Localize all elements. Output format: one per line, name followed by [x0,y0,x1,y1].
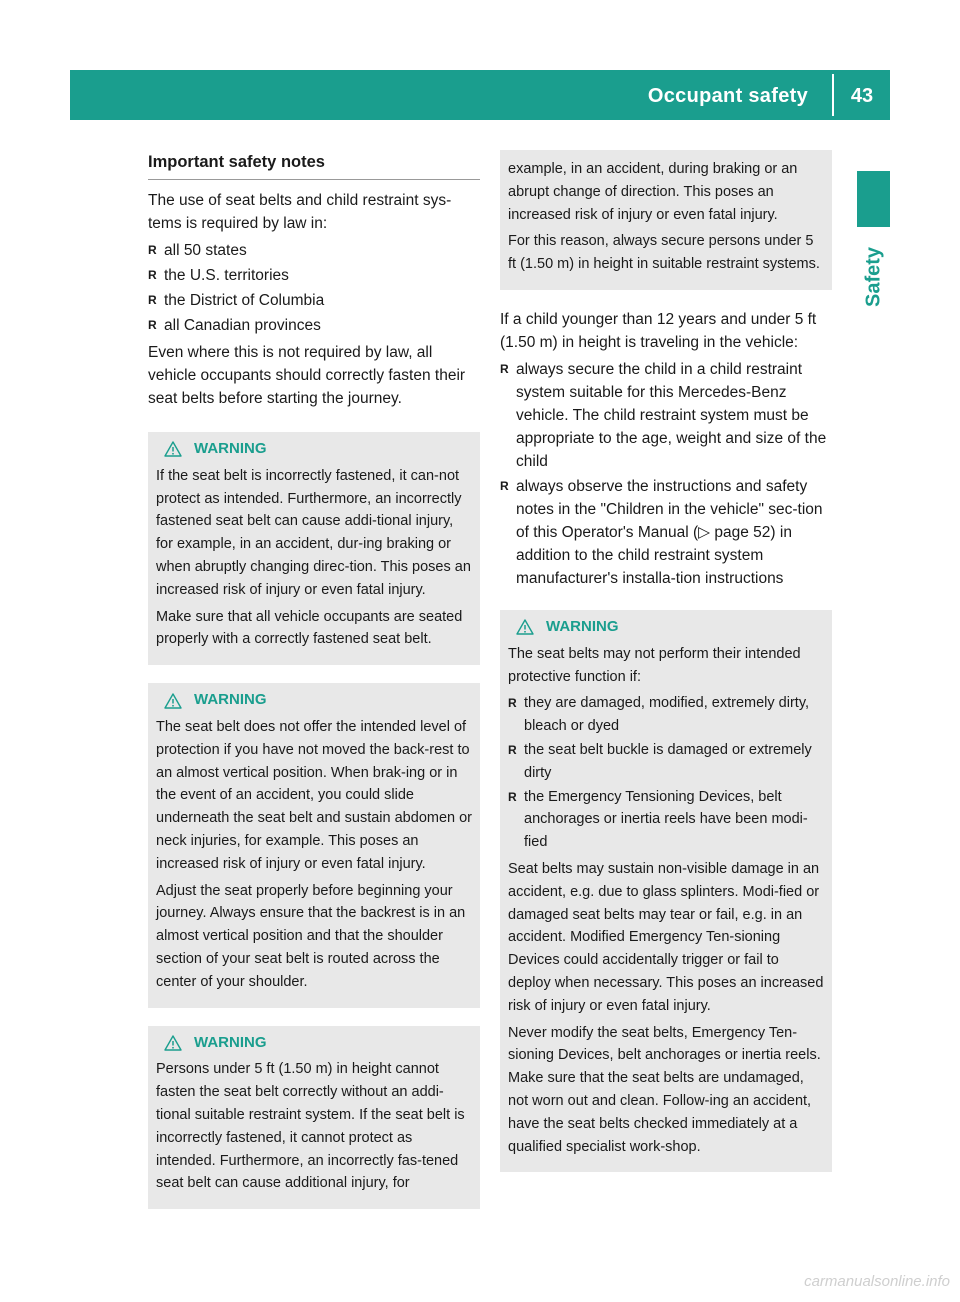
warning-text: The seat belts may not perform their intended protective function if: [508,645,801,685]
chapter-tab-marker [857,171,890,227]
child-list [500,358,832,590]
warning-title: WARNING [546,617,619,635]
list-item-text: ) in addition to the child restraint system manufacturer's installa-tion instructions [516,523,792,587]
section-title: Occupant safety [647,85,808,107]
warning-list [508,692,824,854]
warning-header [156,438,472,461]
warning-triangle-icon [164,441,182,457]
warning-text: Make sure that all vehicle occupants are seated properly with a correctly fastened seat belt. [156,608,463,648]
header-bar [70,70,890,120]
warning-text: example, in an accident, during braking or an abrupt change of direction. This poses an increased risk of injury or even fatal injury. [508,161,798,223]
warning-header [156,1032,472,1055]
warning-text: For this reason, always secure persons under 5 ft (1.50 m) in height in suitable restraint systems. [508,233,820,273]
warning-title: WARNING [194,440,267,457]
warning-box [148,432,480,665]
page-ref-arrow-icon: ▷ [698,523,711,541]
body-text: If a child younger than 12 years and under 5 ft (1.50 m) in height is traveling in the vehicle: [500,310,817,351]
warning-header [156,689,472,712]
intro-text: The use of seat belts and child restraint sys-tems is required by law in: [148,192,452,232]
list-item: R all 50 states [148,239,480,262]
list-item: R always secure the child in a child restraint system suitable for this Mercedes-Benz vehicle. The child restraint system must be appropriate to the age, weight and size of the child [500,358,832,473]
warning-triangle-icon [164,1035,182,1051]
warning-header [508,616,824,639]
watermark: carmanualsonline.info [804,1273,950,1290]
list-item: R the Emergency Tensioning Devices, belt anchorages or inertia reels have been modi-fied [508,786,824,854]
warning-text: If the seat belt is incorrectly fastened, it can-not protect as intended. Furthermore, an incorrectly fastened seat belt can cause addi-tional injury, for example, in an accident, dur-ing braking or when abruptly changing direc-tion. This poses an increased risk of injury or even fatal injury. [156,467,471,598]
law-list [148,239,480,337]
list-item: R the District of Columbia [148,289,480,312]
warning-text: Seat belts may sustain non-visible damage in an accident, e.g. due to glass splinters. Modi-fied or damaged seat belts may tear or fail, e.g. in an accident. Modified Emergency Ten-sioning Devices could accidentally trigger or fail to deploy when necessary. This poses an increased risk of injury or even fatal injury. [508,860,824,1014]
left-column [148,150,480,1227]
warning-triangle-icon [164,693,182,709]
warning-box [148,683,480,1007]
warning-text: Never modify the seat belts, Emergency Ten-sioning Devices, belt anchorages or inertia reels. Make sure that the seat belts are undamaged, not worn out and clean. Follow-ing an accident, have the seat belts checked immediately at a qualified specialist work-shop. [508,1024,821,1155]
warning-box [500,610,832,1172]
body-text: Even where this is not required by law, all vehicle occupants should correctly fasten their seat belts before starting the journey. [148,344,466,407]
page-number: 43 [850,85,874,107]
section-heading: Important safety notes [148,150,480,180]
list-item: R the seat belt buckle is damaged or extremely dirty [508,739,824,785]
list-item [500,475,832,590]
warning-text: The seat belt does not offer the intended level of protection if you have not moved the back-rest to an almost vertical position. When brak-ing or in the event of an accident, you could slide underneath the seat belt and sustain abdomen or neck injuries, for example. This poses an increased risk of injury or even fatal injury. [156,718,473,872]
warning-triangle-icon [516,619,534,635]
list-item-text: always observe the instructions and safety notes in the "Children in the vehicle" sec-tion of this Operator's Manual ( [516,477,823,541]
right-column [500,150,832,1190]
chapter-tab-label: Safety [862,246,884,308]
page-reference-link[interactable]: page 52 [714,523,771,541]
warning-title: WARNING [194,691,267,709]
warning-text: Persons under 5 ft (1.50 m) in height cannot fasten the seat belt correctly without an addi-tional suitable restraint system. If the seat belt is incorrectly fastened, it cannot protect as intended. Furthermore, an incorrectly fas-tened seat belt can cause additional injury, for [156,1061,465,1192]
list-item: R the U.S. territories [148,264,480,287]
warning-box-continued [500,150,832,290]
list-item: R they are damaged, modified, extremely dirty, bleach or dyed [508,692,824,738]
list-item: R all Canadian provinces [148,314,480,337]
warning-box [148,1026,480,1210]
warning-text: Adjust the seat properly before beginning your journey. Always ensure that the backrest is in an almost vertical position and that the shoulder section of your seat belt is routed across the center of your shoulder. [156,882,466,990]
chapter-tab [857,232,890,322]
warning-title: WARNING [194,1033,267,1051]
